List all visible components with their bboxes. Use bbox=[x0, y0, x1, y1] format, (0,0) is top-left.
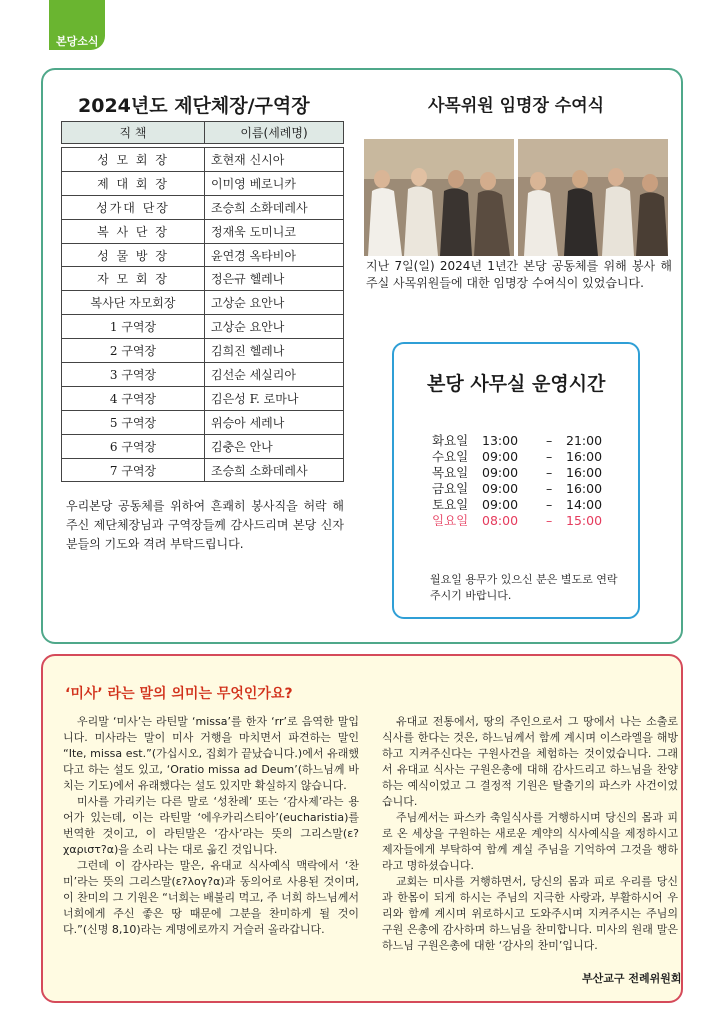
hours-day: 수요일 bbox=[432, 449, 469, 464]
role-cell: 5 구역장 bbox=[62, 410, 205, 434]
ceremony-title: 사목위원 임명장 수여식 bbox=[428, 96, 605, 116]
role-cell: 4 구역장 bbox=[62, 386, 205, 410]
ceremony-text: 지난 7일(일) 2024년 1년간 본당 공동체를 위해 봉사 해 주실 사목위원들에 대한 임명장 수여식이 있었습니다. bbox=[366, 259, 672, 290]
article-paragraph: 우리말 ‘미사’는 라틴말 ‘missa’를 한자 ‘rr’로 음역한 말입니다. 미사라는 말이 미사 거행을 마치면서 파견하는 말인 “Ite, missa est.”(가십시오, 집회가 끝났습니다.)에서 유래했다고 하는 설도 있고, ‘Oratio missa ad Deum’(하느님께 바치는 기도)에서 유래했다는 설도 있지만 확실하지 않습니다. bbox=[63, 715, 359, 792]
table-row bbox=[62, 363, 344, 387]
name-cell: 김충은 안나 bbox=[205, 434, 344, 458]
role-cell: 2 구역장 bbox=[62, 339, 205, 363]
name-cell: 윤연경 옥타비아 bbox=[205, 243, 344, 267]
office-hours-list bbox=[432, 433, 602, 529]
hours-start: 09:00 bbox=[482, 449, 519, 464]
hours-day: 일요일 bbox=[432, 513, 469, 528]
hours-end: 21:00 bbox=[566, 433, 603, 448]
hours-start: 13:00 bbox=[482, 433, 519, 448]
section-tab: 본당소식 bbox=[49, 0, 105, 50]
role-cell: 성 물 방 장 bbox=[62, 243, 205, 267]
hours-day: 토요일 bbox=[432, 497, 469, 512]
table-row bbox=[62, 243, 344, 267]
hours-day: 화요일 bbox=[432, 433, 469, 448]
table-row bbox=[62, 148, 344, 172]
roster-title: 2024년도 제단체장/구역장 bbox=[78, 95, 310, 117]
hours-day: 금요일 bbox=[432, 481, 469, 496]
role-cell: 복 사 단 장 bbox=[62, 219, 205, 243]
hours-dash: – bbox=[546, 513, 553, 528]
table-row bbox=[62, 267, 344, 291]
hours-day: 목요일 bbox=[432, 465, 469, 480]
article-paragraph: 유대교 전통에서, 땅의 주인으로서 그 땅에서 나는 소출로 식사를 한다는 것은, 하느님께서 함께 계시며 이스라엘을 해방하고 지켜주신다는 구원사건을 체험하는 것이었습니다. 그래서 유대교 식사는 구원은총에 대해 감사드리고 하느님을 찬양하는 예식이었고 그 결정적 기원은 탈출기의 파스카 사건이었습니다. bbox=[382, 715, 678, 808]
role-cell: 성 모 회 장 bbox=[62, 148, 205, 172]
role-cell: 복사단 자모회장 bbox=[62, 291, 205, 315]
hours-dash: – bbox=[546, 497, 553, 512]
table-row bbox=[62, 458, 344, 482]
hours-row bbox=[432, 449, 602, 465]
hours-start: 08:00 bbox=[482, 513, 519, 528]
hours-end: 16:00 bbox=[566, 481, 603, 496]
table-row bbox=[62, 315, 344, 339]
hours-row bbox=[432, 481, 602, 497]
article-paragraph: 그런데 이 감사라는 말은, 유대교 식사예식 맥락에서 ‘찬미’라는 뜻의 그리스말(ε?λογ?α)과 동의어로 사용된 것이며, 이 찬미의 그 기원은 “너희는 배불리 먹고, 주 너희 하느님께서 너희에게 주신 좋은 땅 때문에 그분을 찬미하게 될 것이다.”(신명 8,10)라는 계명에로까지 거슬러 올라갑니다. bbox=[63, 859, 359, 936]
table-row bbox=[62, 386, 344, 410]
name-cell: 이미영 베로니카 bbox=[205, 171, 344, 195]
hours-end: 16:00 bbox=[566, 449, 603, 464]
office-hours-note: 월요일 용무가 있으신 분은 별도로 연락 주시기 바랍니다. bbox=[430, 573, 618, 602]
hours-dash: – bbox=[546, 481, 553, 496]
hours-dash: – bbox=[546, 449, 553, 464]
hours-row bbox=[432, 433, 602, 449]
name-cell: 정재욱 도미니코 bbox=[205, 219, 344, 243]
table-row bbox=[62, 171, 344, 195]
name-cell: 김은성 F. 로마나 bbox=[205, 386, 344, 410]
name-cell: 조승희 소화데레사 bbox=[205, 458, 344, 482]
role-cell: 6 구역장 bbox=[62, 434, 205, 458]
name-cell: 호현재 신시아 bbox=[205, 148, 344, 172]
name-cell: 고상순 요안나 bbox=[205, 315, 344, 339]
table-row bbox=[62, 219, 344, 243]
article-column-left bbox=[63, 714, 359, 938]
article-signature: 부산교구 전례위원회 bbox=[582, 972, 682, 985]
name-cell: 위승아 세레나 bbox=[205, 410, 344, 434]
ceremony-photo-right bbox=[518, 139, 668, 256]
name-cell: 김선순 세실리아 bbox=[205, 363, 344, 387]
hours-row bbox=[432, 497, 602, 513]
role-cell: 성가대 단장 bbox=[62, 195, 205, 219]
hours-start: 09:00 bbox=[482, 481, 519, 496]
name-cell: 조승희 소화데레사 bbox=[205, 195, 344, 219]
ceremony-photo-left bbox=[364, 139, 514, 256]
hours-row bbox=[432, 465, 602, 481]
table-row bbox=[62, 291, 344, 315]
role-cell: 제 대 회 장 bbox=[62, 171, 205, 195]
office-hours-title: 본당 사무실 운영시간 bbox=[427, 373, 606, 395]
name-cell: 정은규 헬레나 bbox=[205, 267, 344, 291]
roster-header-row bbox=[62, 122, 344, 144]
table-row bbox=[62, 339, 344, 363]
hours-row-sunday bbox=[432, 513, 602, 529]
role-cell: 3 구역장 bbox=[62, 363, 205, 387]
hours-end: 14:00 bbox=[566, 497, 603, 512]
roster-header-role: 직 책 bbox=[62, 122, 205, 144]
article-column-right bbox=[382, 714, 678, 954]
roster-table bbox=[61, 121, 344, 482]
hours-start: 09:00 bbox=[482, 497, 519, 512]
name-cell: 김희진 헬레나 bbox=[205, 339, 344, 363]
hours-dash: – bbox=[546, 433, 553, 448]
roster-header-name: 이름(세례명) bbox=[205, 122, 344, 144]
role-cell: 7 구역장 bbox=[62, 458, 205, 482]
hours-end: 16:00 bbox=[566, 465, 603, 480]
hours-start: 09:00 bbox=[482, 465, 519, 480]
hours-dash: – bbox=[546, 465, 553, 480]
article-paragraph: 미사를 가리키는 다른 말로 ‘성찬례’ 또는 ‘감사제’라는 용어가 있는데, 이는 라틴말 ‘에우카리스티아’(eucharistia)를 번역한 것이고, 이 라틴말은 ‘감사’라는 뜻의 그리스말(ε?χαριστ?α)을 소리 나는 대로 옮긴 것입니다. bbox=[63, 795, 359, 856]
table-row bbox=[62, 410, 344, 434]
role-cell: 1 구역장 bbox=[62, 315, 205, 339]
hours-end: 15:00 bbox=[566, 513, 603, 528]
role-cell: 자 모 회 장 bbox=[62, 267, 205, 291]
roster-thanks-text: 우리본당 공동체를 위하여 흔쾌히 봉사직을 허락 해 주신 제단체장님과 구역장들께 감사드리며 본당 신자분들의 기도와 격려 부탁드립니다. bbox=[66, 499, 344, 551]
article-title: ‘미사’ 라는 말의 의미는 무엇인가요? bbox=[65, 686, 293, 702]
article-paragraph: 주님께서는 파스카 축일식사를 거행하시며 당신의 몸과 피로 온 세상을 구원하는 새로운 계약의 식사예식을 제정하시고 제자들에게 부탁하여 함께 계실 주님을 기억하여 그것을 행하라고 명하셨습니다. bbox=[382, 811, 678, 872]
table-row bbox=[62, 195, 344, 219]
name-cell: 고상순 요안나 bbox=[205, 291, 344, 315]
table-row bbox=[62, 434, 344, 458]
article-paragraph: 교회는 미사를 거행하면서, 당신의 몸과 피로 우리를 당신과 한몸이 되게 하시는 주님의 지극한 사랑과, 부활하시어 우리와 함께 계시며 위로하시고 도와주시며 지켜주시는 주님의 구원 은총에 감사하며 하느님을 찬미합니다. 미사의 원래 말은 하느님 구원은총에 대한 ‘감사의 찬미’입니다. bbox=[382, 875, 678, 952]
